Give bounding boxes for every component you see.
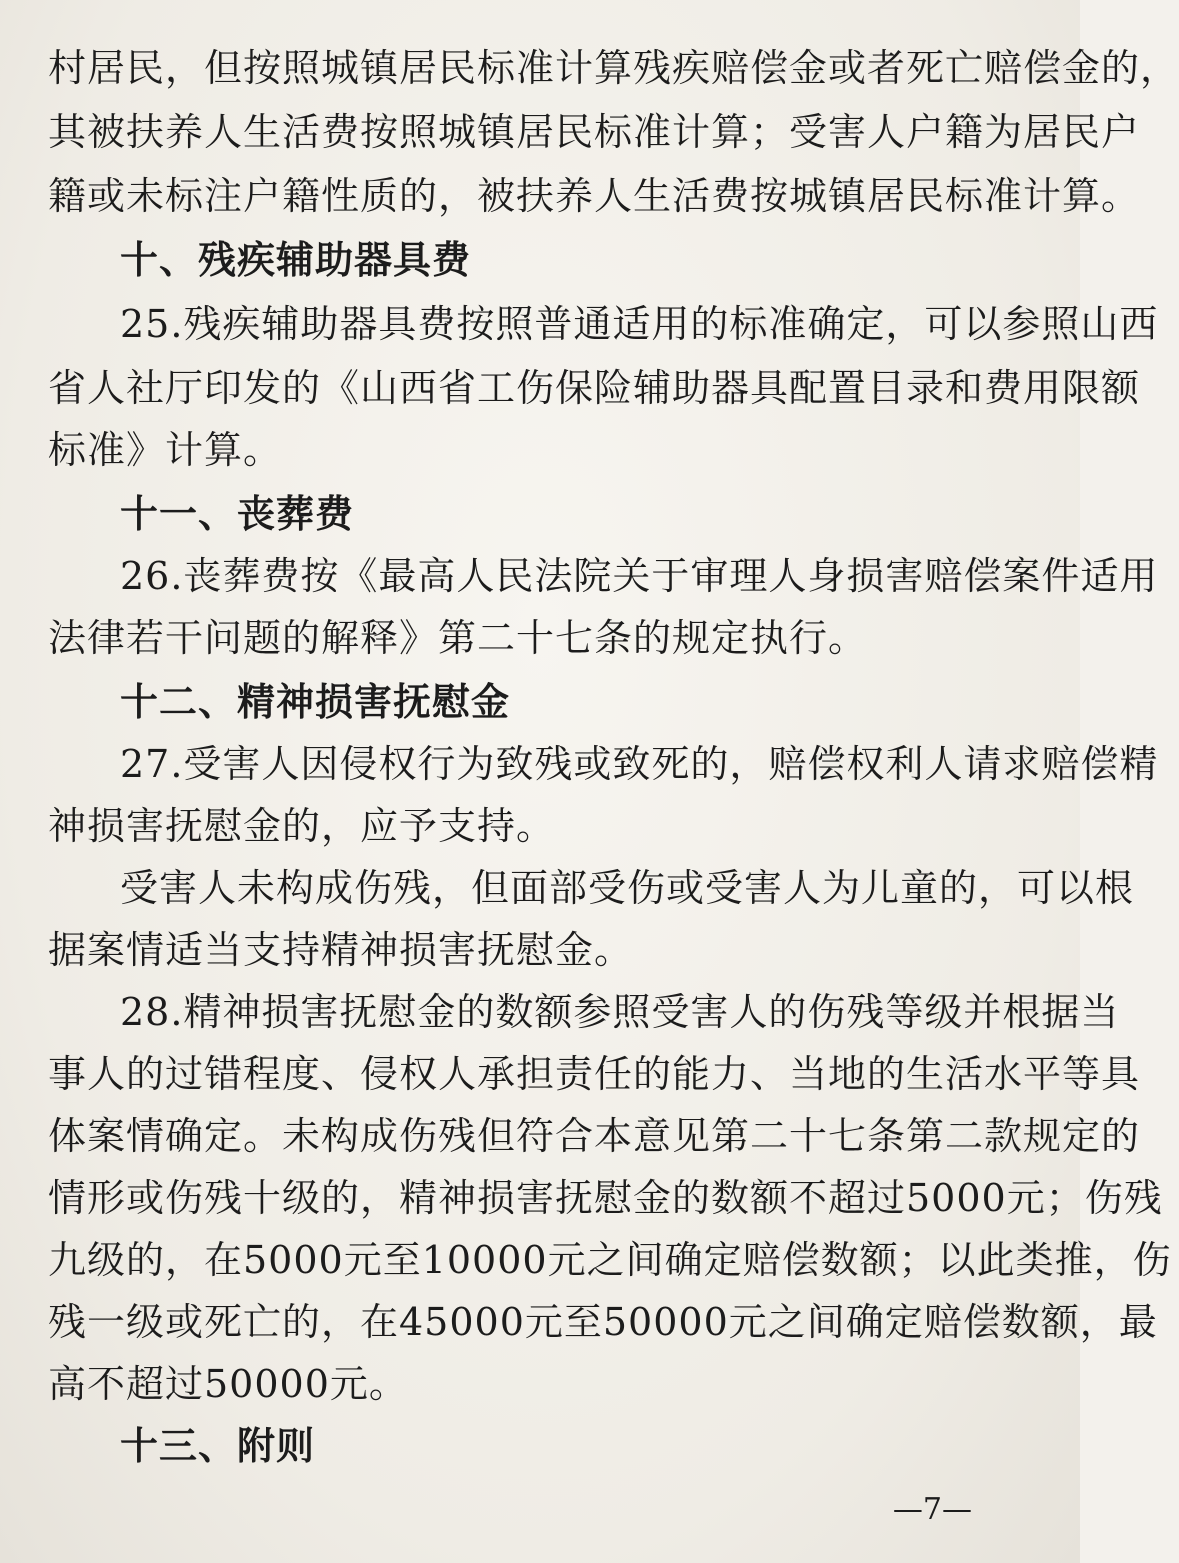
section-heading: 十二、精神损害抚慰金 — [120, 680, 511, 724]
section-heading: 十一、丧葬费 — [120, 492, 355, 536]
text-line: 其被扶养人生活费按照城镇居民标准计算；受害人户籍为居民户 — [48, 110, 1141, 154]
text-line: 神损害抚慰金的，应予支持。 — [48, 804, 556, 848]
text-line: 事人的过错程度、侵权人承担责任的能力、当地的生活水平等具 — [48, 1052, 1141, 1096]
text-line: 受害人未构成伤残，但面部受伤或受害人为儿童的，可以根 — [120, 866, 1135, 910]
text-line: 据案情适当支持精神损害抚慰金。 — [48, 928, 634, 972]
text-line: 法律若干问题的解释》第二十七条的规定执行。 — [48, 616, 868, 660]
text-line: 26.丧葬费按《最高人民法院关于审理人身损害赔偿案件适用 — [120, 554, 1159, 598]
text-line: 籍或未标注户籍性质的，被扶养人生活费按城镇居民标准计算。 — [48, 174, 1141, 218]
page-number: —7— — [892, 1492, 972, 1527]
text-line: 标准》计算。 — [48, 428, 283, 472]
text-line: 残一级或死亡的，在45000元至50000元之间确定赔偿数额，最 — [48, 1300, 1158, 1344]
text-line: 九级的，在5000元至10000元之间确定赔偿数额；以此类推，伤 — [48, 1238, 1172, 1282]
text-line: 省人社厅印发的《山西省工伤保险辅助器具配置目录和费用限额 — [48, 366, 1141, 410]
section-heading: 十、残疾辅助器具费 — [120, 238, 472, 282]
text-line: 情形或伤残十级的，精神损害抚慰金的数额不超过5000元；伤残 — [48, 1176, 1163, 1220]
text-line: 体案情确定。未构成伤残但符合本意见第二十七条第二款规定的 — [48, 1114, 1141, 1158]
text-line: 28.精神损害抚慰金的数额参照受害人的伤残等级并根据当 — [120, 990, 1120, 1034]
text-line: 27.受害人因侵权行为致残或致死的，赔偿权利人请求赔偿精 — [120, 742, 1159, 786]
text-line: 25.残疾辅助器具费按照普通适用的标准确定，可以参照山西 — [120, 302, 1159, 346]
text-line: 村居民，但按照城镇居民标准计算残疾赔偿金或者死亡赔偿金的， — [48, 46, 1179, 90]
text-line: 高不超过50000元。 — [48, 1362, 408, 1406]
section-heading: 十三、附则 — [120, 1424, 316, 1468]
